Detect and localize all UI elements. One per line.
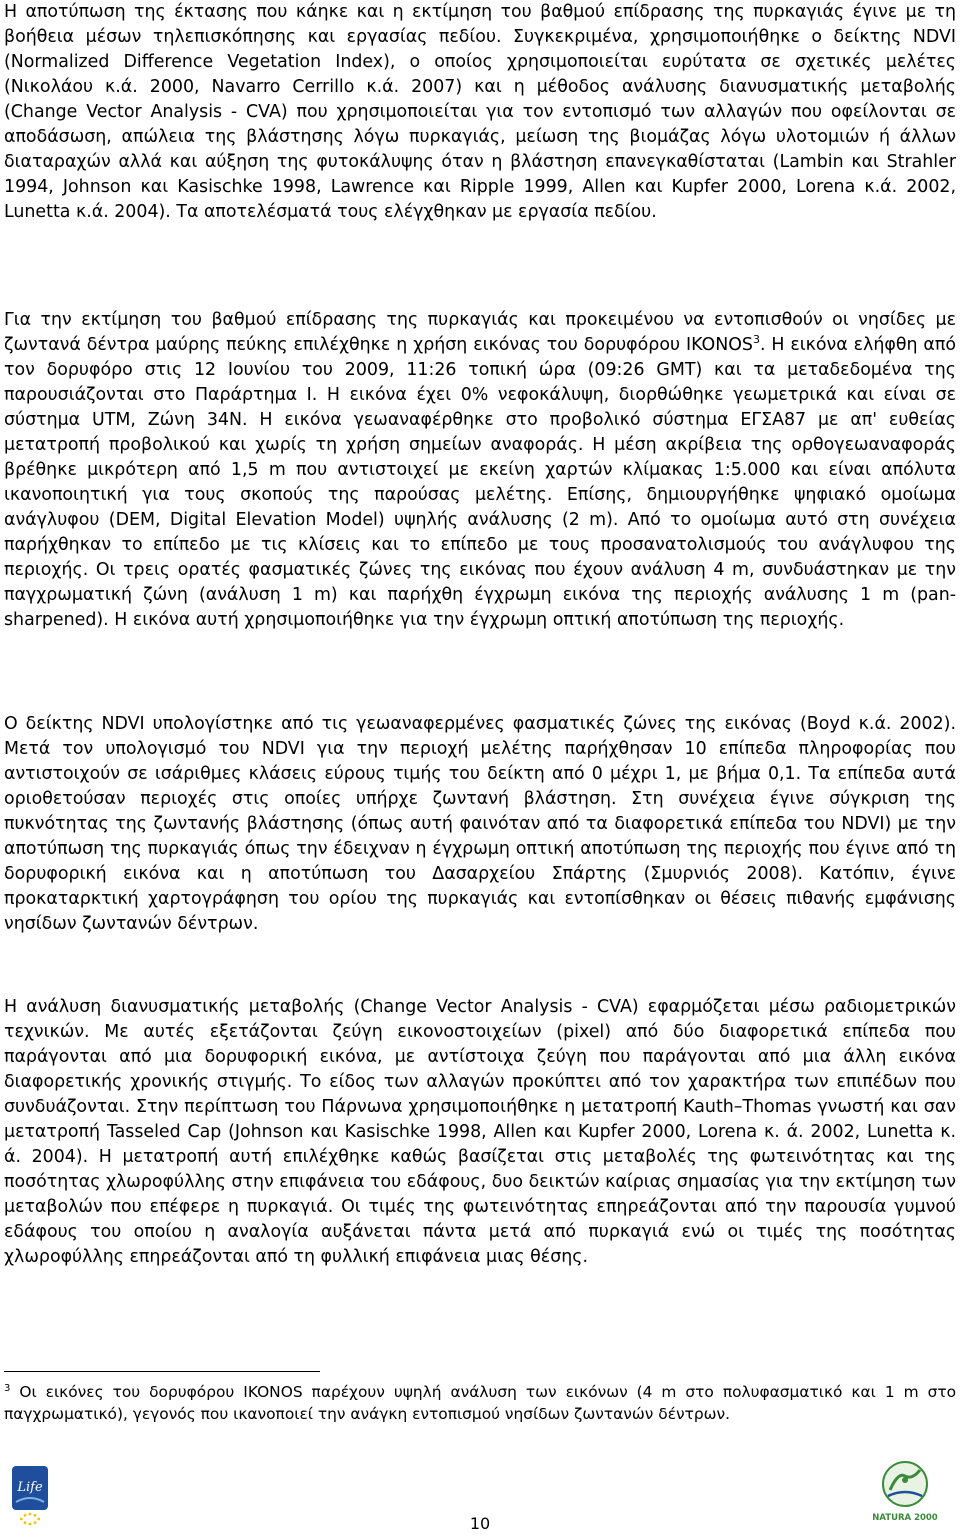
paragraph-2-text-start: Για την εκτίμηση του βαθμού επίδρασης της πυρκαγιάς και προκειμένου να εντοπισθούν οι νησίδες με ζωντανά δέντρα μαύρης πεύκης επιλέχθηκε η χρήση εικόνας του δορυφόρου IKONOS [4, 310, 956, 355]
body-paragraph-4: Η ανάλυση διανυσματικής μεταβολής (Change Vector Analysis - CVA) εφαρμόζεται μέσω ραδιομετρικών τεχνικών. Με αυτές εξετάζονται ζεύγη εικονοστοιχείων (pixel) από δύο διαφορετικά επίπεδα που παράγονται από μια δορυφορική εικόνα, με αντίστοιχα ζεύγη που παράγονται από μια άλλη εικόνα διαφορετικής χρονικής στιγμής. Το είδος των αλλαγών προκύπτει από τον χαρακτήρα των επιπέδων που συνδυάζονται. Στην περίπτωση του Πάρνωνα χρησιμοποιήθηκε η μετατροπή Kauth–Thomas γνωστή και σαν μετατροπή Tasseled Cap (Johnson και Kasischke 1998, Allen και Kupfer 2000, Lorena κ. ά. 2002, Lunetta κ. ά. 2004). Η μετατροπή αυτή επιλέχθηκε καθώς βασίζεται στις μεταβολές της φωτεινότητας και της ποσότητας χλωροφύλλης στην επιφάνεια του εδάφους, δυο δεικτών καίριας σημασίας για την εκτίμηση των μεταβολών που επέφερε η πυρκαγιά. Οι τιμές της φωτεινότητας επηρεάζονται από την παρουσία γυμνού εδάφους του οποίου η αναλογία αυξάνεται πάντα μετά από πυρκαγιά ενώ οι τιμές της ποσότητας χλωροφύλλης επηρεάζονται από τη φυλλική επιφάνεια μιας θέσης. [4, 997, 956, 1267]
svg-text:Life: Life [17, 1480, 43, 1495]
footnote-separator [4, 1371, 320, 1372]
footnote-text: Οι εικόνες του δορυφόρου IKONOS παρέχουν υψηλή ανάλυση των εικόνων (4 m στο πολυφασματικό και 1 m στο παγχρωματικό), γεγονός που ικανοποιεί την ανάγκη εντοπισμού νησίδων ζωντανών δέντρων. [4, 1383, 956, 1423]
body-paragraph-1: Η αποτύπωση της έκτασης που κάηκε και η εκτίμηση του βαθμού επίδρασης της πυρκαγιάς έγινε με τη βοήθεια μέσων τηλεπισκόπησης και εργασίας πεδίου. Συγκεκριμένα, χρησιμοποιήθηκε ο δείκτης NDVI (Normalized Difference Vegetation Index), ο οποίος χρησιμοποιείται ευρύτατα σε σχετικές μελέτες (Νικολάου κ.ά. 2000, Navarro Cerrillo κ.ά. 2007) και η μέθοδος ανάλυσης διανυσματικής μεταβολής (Change Vector Analysis - CVA) που χρησιμοποιείται για τον εντοπισμό των αλλαγών που οφείλονται σε αποδάσωση, απώλεια της βλάστησης λόγω πυρκαγιάς, μείωση της βιομάζας λόγω υλοτομιών ή άλλων διαταραχών αλλά και αύξηση της φυτοκάλυψης όταν η βλάστηση επανεγκαθίσταται (Lambin και Strahler 1994, Johnson και Kasischke 1998, Lawrence και Ripple 1999, Allen και Kupfer 2000, Lorena κ.ά. 2002, Lunetta κ.ά. 2004). Τα αποτελέσματά τους ελέγχθηκαν με εργασία πεδίου. [4, 2, 956, 222]
paragraph-2-text-end: . Η εικόνα ελήφθη από τον δορυφόρο στις 12 Ιουνίου του 2009, 11:26 τοπική ώρα (09:26 GMT) και τα μεταδεδομένα της παρουσιάζονται στο Παράρτημα Ι. Η εικόνα έχει 0% νεφοκάλυψη, διορθώθηκε γεωμετρικά και είναι σε σύστημα UTM, Ζώνη 34N. Η εικόνα γεωαναφέρθηκε στο προβολικό σύστημα ΕΓΣΑ87 με απ' ευθείας μετατροπή προβολικού και χωρίς τη χρήση σημείων αναφοράς. Η μέση ακρίβεια της ορθογεωαναφοράς βρέθηκε μικρότερη από 1,5 m που αντιστοιχεί με εκείνη χαρτών κλίμακας 1:5.000 και είναι απόλυτα ικανοποιητική για τους σκοπούς της παρούσας μελέτης. Επίσης, δημιουργήθηκε ψηφιακό ομοίωμα ανάγλυφου (DEM, Digital Elevation Model) υψηλής ανάλυσης (2 m). Από το ομοίωμα αυτό στη συνέχεια παρήχθηκαν το επίπεδο με τις κλίσεις και το επίπεδο με τους προσανατολισμούς του ανάγλυφου της περιοχής. Οι τρεις ορατές φασματικές ζώνες της εικόνας που έχουν ανάλυση 4 m, συνδυάστηκαν με την παγχρωματική ζώνη (ανάλυση 1 m) και παρήχθη έγχρωμη εικόνα της περιοχής ανάλυσης 1 m (pan-sharpened). Η εικόνα αυτή χρησιμοποιήθηκε για την έγχρωμη οπτική αποτύπωση της περιοχής. [4, 335, 956, 630]
page-number: 10 [469, 1514, 491, 1533]
footnote [4, 1381, 956, 1425]
body-paragraph-3: Ο δείκτης NDVI υπολογίστηκε από τις γεωαναφερμένες φασματικές ζώνες της εικόνας (Boyd κ.ά. 2002). Μετά τον υπολογισμό του NDVI για την περιοχή μελέτης παρήχθησαν 10 επίπεδα πληροφορίας που αντιστοιχούν σε ισάριθμες κλάσεις εύρους τιμής του δείκτη από 0 μέχρι 1, με βήμα 0,1. Τα επίπεδα αυτά οριοθετούσαν περιοχές στις οποίες υπήρχε ζωντανή βλάστηση. Στη συνέχεια έγινε σύγκριση της πυκνότητας της ζωντανής βλάστησης (όπως αυτή φαινόταν από τα διαφορετικά επίπεδα του NDVI) με την αποτύπωση της πυρκαγιάς όπως την έδειχναν η έγχρωμη οπτική αποτύπωση της περιοχής που έγινε από τη δορυφορική εικόνα και η αποτύπωση του Δασαρχείου Σπάρτης (Σμυρνιός 2008). Κατόπιν, έγινε προκαταρκτική χαρτογράφηση του ορίου της πυρκαγιάς και εντοπίσθηκαν οι θέσεις πιθανής εμφάνισης νησίδων ζωντανών δέντρων. [4, 714, 956, 934]
body-paragraph-2 [4, 308, 956, 633]
footnote-reference[interactable]: 3 [752, 333, 760, 347]
natura-logo-text: NATURA 2000 [872, 1513, 938, 1523]
footnote-marker: 3 [4, 1382, 11, 1394]
